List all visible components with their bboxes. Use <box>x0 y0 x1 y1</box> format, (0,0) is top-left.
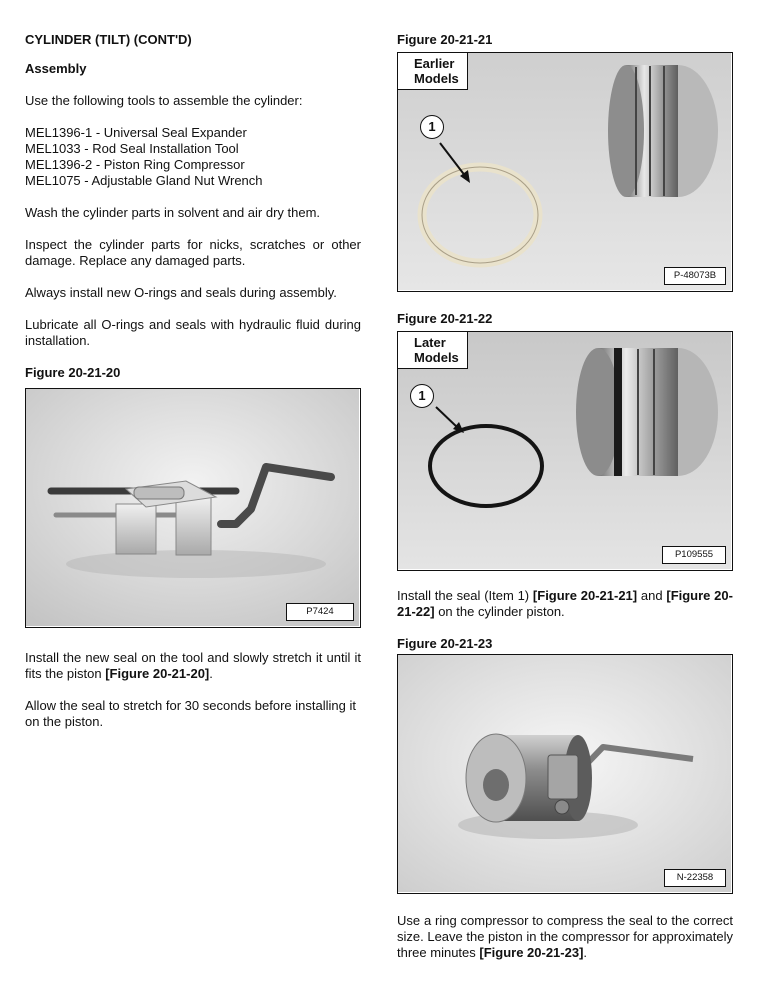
tool-item: MEL1033 - Rod Seal Installation Tool <box>25 141 239 156</box>
photo-id-label: P7424 <box>286 603 354 621</box>
figure-caption-21: Figure 20-21-21 <box>397 32 493 47</box>
figure-22-photo <box>397 331 733 571</box>
tool-list <box>25 125 263 189</box>
tool-item: MEL1396-2 - Piston Ring Compressor <box>25 157 245 172</box>
figure-caption-23: Figure 20-21-23 <box>397 636 493 651</box>
section-title: CYLINDER (TILT) (CONT'D) <box>25 32 192 47</box>
para-inspect: Inspect the cylinder parts for nicks, scratches or other damage. Replace any damaged parts. <box>25 237 361 268</box>
tool-item: MEL1396-1 - Universal Seal Expander <box>25 125 247 140</box>
para-install: Install the seal (Item 1) [Figure 20-21-21] and [Figure 20-21-22] on the cylinder piston. <box>397 588 733 619</box>
model-label-later: Later Models <box>398 332 468 369</box>
seal-expander-tool-image <box>26 389 359 626</box>
figure-reference-link[interactable]: [Figure 20-21-23] <box>479 945 584 960</box>
figure-21-photo <box>397 52 733 292</box>
figure-caption-22: Figure 20-21-22 <box>397 311 493 326</box>
figure-23-photo <box>397 654 733 894</box>
figure-reference-link[interactable]: [Figure 20-21-21] <box>532 588 638 603</box>
ring-compressor-image <box>398 655 731 892</box>
para-always: Always install new O-rings and seals during assembly. <box>25 285 337 300</box>
subheading-assembly: Assembly <box>25 61 87 76</box>
photo-id-label: P-48073B <box>664 267 726 285</box>
para-compress: Use a ring compressor to compress the seal to the correct size. Leave the piston in the compressor for approximately three minutes [Figure 20-21-23]. <box>397 913 734 960</box>
para-lubricate: Lubricate all O-rings and seals with hydraulic fluid during installation. <box>25 317 361 348</box>
figure-reference-link[interactable]: [Figure 20-21-20] <box>105 666 210 681</box>
tool-item: MEL1075 - Adjustable Gland Nut Wrench <box>25 173 263 188</box>
model-label-earlier: Earlier Models <box>398 53 468 90</box>
intro-text: Use the following tools to assemble the cylinder: <box>25 93 303 108</box>
para-allow: Allow the seal to stretch for 30 seconds before installing it on the piston. <box>25 698 356 729</box>
figure-20-photo <box>25 388 361 628</box>
figure-reference-link[interactable]: [Figure 20-21-22] <box>397 588 733 619</box>
figure-caption-20: Figure 20-21-20 <box>25 365 121 380</box>
para-stretch: Install the new seal on the tool and slowly stretch it until it fits the piston [Figure 20-21-20]. <box>25 650 361 681</box>
photo-id-label: P109555 <box>662 546 726 564</box>
item-1-callout: 1 <box>410 384 434 408</box>
item-1-callout: 1 <box>420 115 444 139</box>
para-wash: Wash the cylinder parts in solvent and air dry them. <box>25 205 321 220</box>
photo-id-label: N-22358 <box>664 869 726 887</box>
